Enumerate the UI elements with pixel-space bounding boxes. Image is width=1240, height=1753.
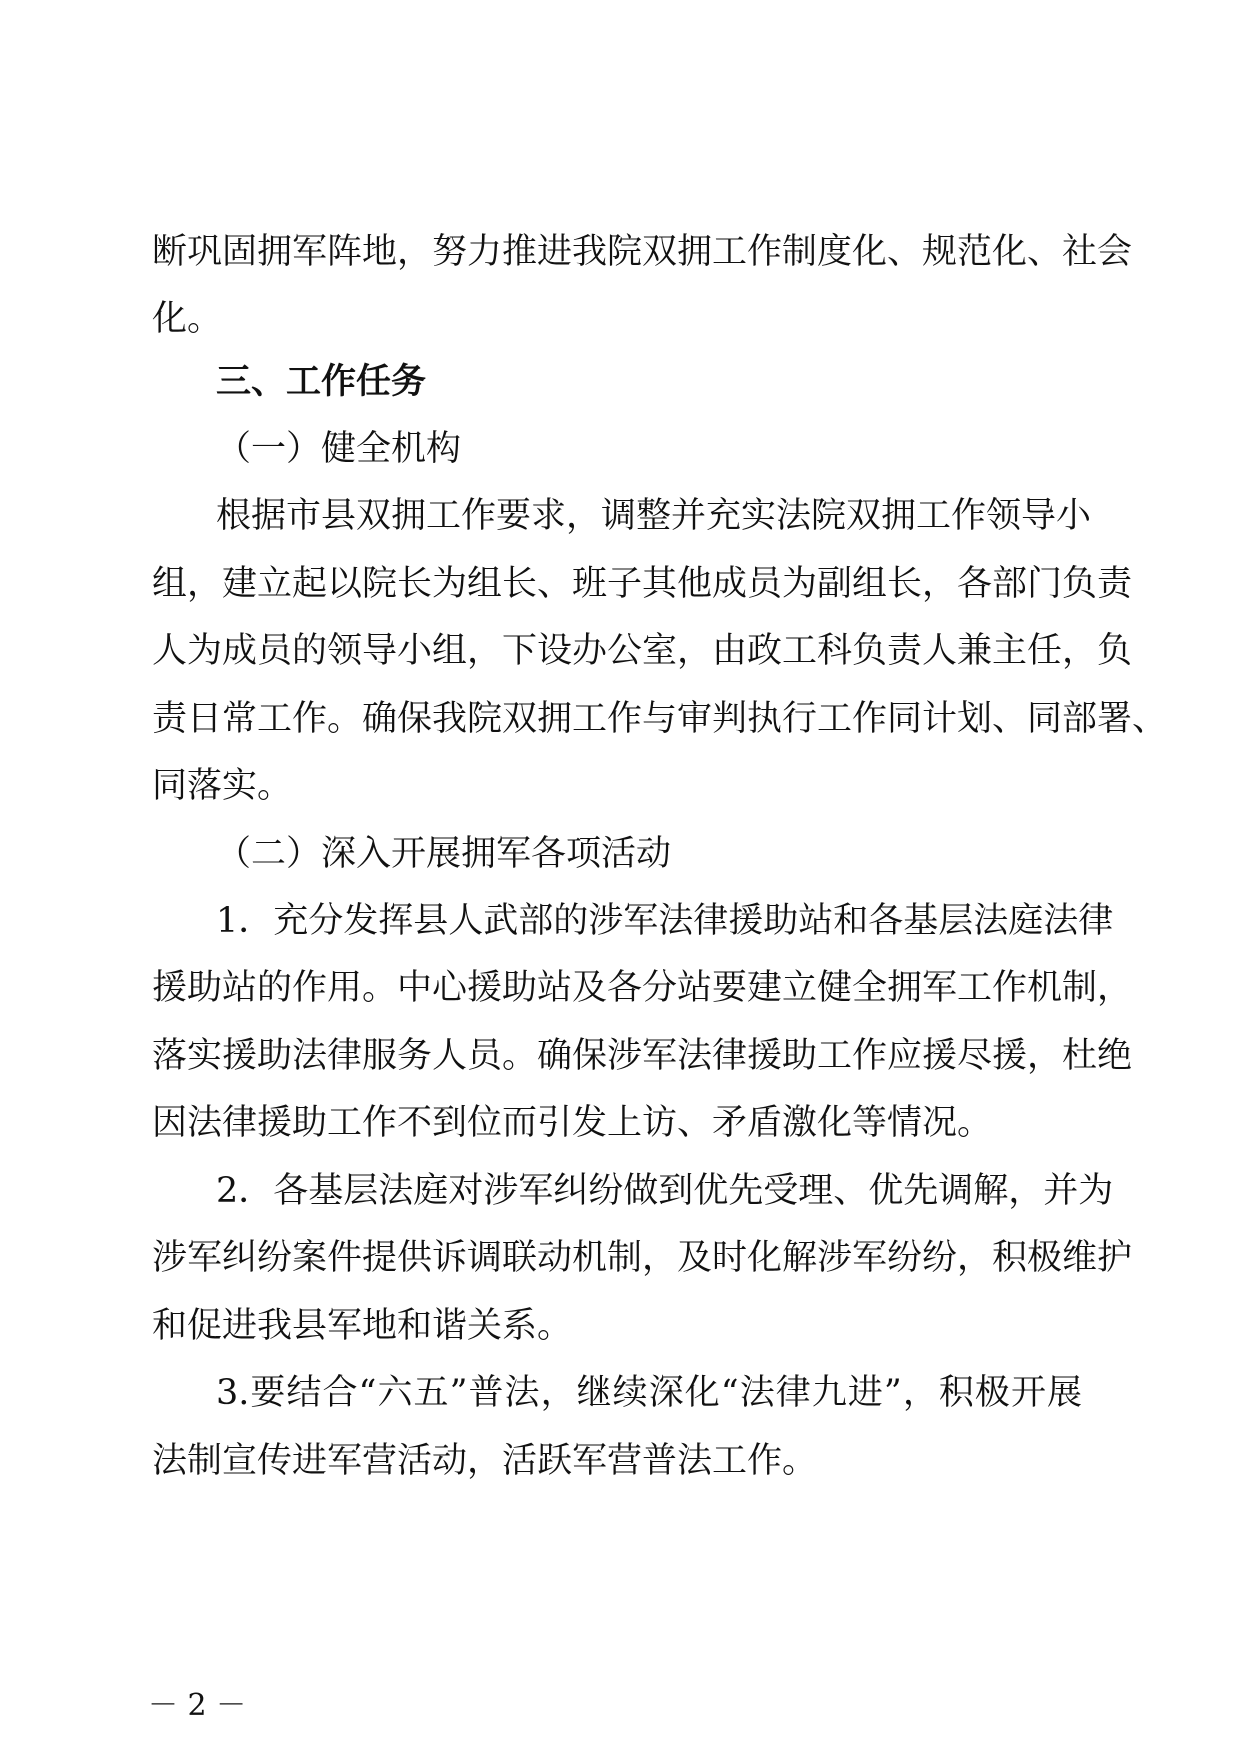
item-1-line-4: 因法律援助工作不到位而引发上访、矛盾激化等情况。	[152, 1103, 993, 1143]
subheading-2: （二）深入开展拥军各项活动	[216, 834, 672, 874]
body-line-6: 组，建立起以院长为组长、班子其他成员为副组长，各部门负责	[152, 564, 1133, 604]
body-line-7: 人为成员的领导小组，下设办公室，由政工科负责人兼主任，负	[152, 631, 1133, 671]
body-line-8: 责日常工作。确保我院双拥工作与审判执行工作同计划、同部署、	[152, 699, 1168, 739]
item-1-line-3: 落实援助法律服务人员。确保涉军法律援助工作应援尽援，杜绝	[152, 1036, 1133, 1076]
item-3-line-2: 法制宣传进军营活动，活跃军营普法工作。	[152, 1441, 818, 1481]
page-number: － 2 －	[148, 1688, 247, 1723]
body-line-9: 同落实。	[152, 766, 293, 806]
item-2-line-2: 涉军纠纷案件提供诉调联动机制，及时化解涉军纷纷，积极维护	[152, 1238, 1133, 1278]
body-line-1: 断巩固拥军阵地，努力推进我院双拥工作制度化、规范化、社会	[152, 232, 1133, 272]
item-1-line-1: 1．充分发挥县人武部的涉军法律援助站和各基层法庭法律	[216, 901, 1114, 941]
item-1-line-2: 援助站的作用。中心援助站及各分站要建立健全拥军工作机制，	[152, 968, 1133, 1008]
item-2-line-1: 2．各基层法庭对涉军纠纷做到优先受理、优先调解，并为	[216, 1171, 1114, 1211]
section-heading-work-tasks: 三、工作任务	[216, 362, 427, 402]
body-line-5: 根据市县双拥工作要求，调整并充实法院双拥工作领导小	[216, 496, 1092, 536]
item-3-line-1: 3.要结合“六五”普法，继续深化“法律九进”，积极开展	[216, 1373, 1082, 1413]
subheading-1: （一）健全机构	[216, 429, 462, 469]
item-2-line-3: 和促进我县军地和谐关系。	[152, 1306, 573, 1346]
body-line-2: 化。	[152, 299, 223, 339]
